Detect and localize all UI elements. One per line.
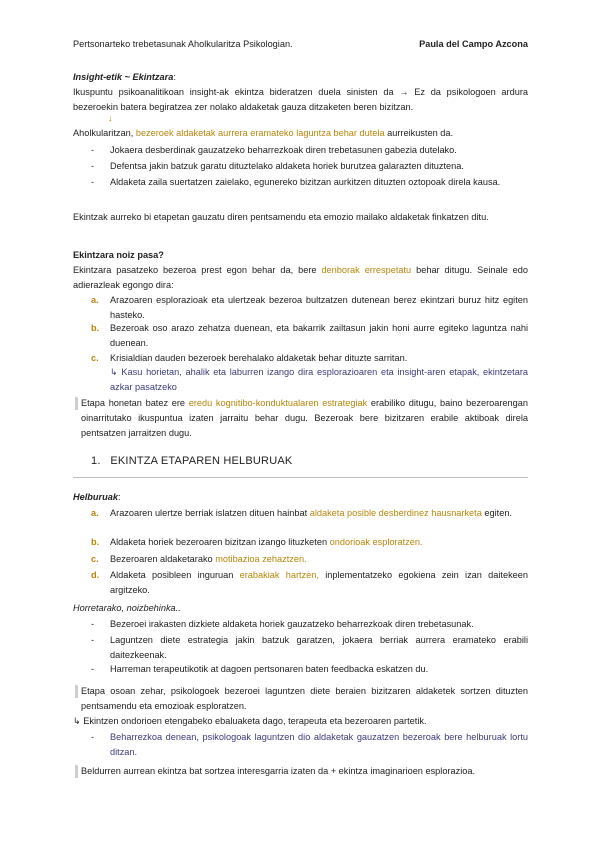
quote-bar — [75, 765, 78, 778]
list-item: Jokaera desberdinak gauzatzeko beharrezkoak diren trebetasunen gabezia dutelako. — [110, 145, 457, 155]
dash-bullet: - — [91, 619, 95, 629]
dash-bullet: - — [91, 635, 95, 645]
list-marker: a. — [91, 295, 99, 305]
list-marker: a. — [91, 508, 99, 518]
highlight-text: motibazioa zehaztzen. — [215, 554, 307, 564]
list-item: Bezeroak oso arazo zehatza duenean, eta bakarrik zailtasun jakin honi aurre egiteko laguntza nahi duenean. — [110, 323, 528, 348]
list-item: Aldaketa horiek bezeroaren bizitzan izango lituzketen ondorioak esploratzen. — [110, 537, 423, 547]
list-marker: b. — [91, 323, 100, 333]
heading-divider — [73, 477, 528, 478]
list-marker: d. — [91, 570, 100, 580]
list-item: Laguntzen diete estrategia jakin batzuk garatzen, jokaera berriak aurrera eramateko erabili daitezkeenak. — [110, 635, 528, 660]
horretarako-title: Horretarako, noizbehinka.. — [73, 603, 181, 613]
quote-bar — [75, 397, 78, 410]
quote-beldurren: Beldurren aurrean ekintza bat sortzea interesgarria izaten da + ekintza imaginarioen esplorazioa. — [81, 766, 476, 776]
list-item: Defentsa jakin batzuk garatu dituztelako aldaketa horiek burutzea galarazten dituztena. — [110, 161, 464, 171]
note-ebaluaketa: ↳ Ekintzen ondorioen etengabeko ebaluaketa dago, terapeuta eta bezeroaren partetik. — [73, 716, 427, 726]
highlight-text: denborak errespetatu — [321, 265, 412, 275]
section-insight-title: Insight-etik ~ Ekintzara: — [73, 72, 176, 82]
helburuak-title: Helburuak: — [73, 492, 121, 502]
header-title: Pertsonarteko trebetasunak Aholkularitza Psikologian. — [73, 39, 293, 49]
header-author: Paula del Campo Azcona — [419, 39, 528, 49]
dash-bullet: - — [91, 177, 95, 187]
quote-etapa-osoan: Etapa osoan zehar, psikologoek bezeroei laguntzen diete beraien bizitzaren aldaketek sortzen dituzten pentsamendu eta emozioak esploratzen. — [81, 686, 528, 711]
highlight-text: aldaketa posible desberdinez hausnarketa — [309, 508, 482, 518]
list-item: Arazoaren esplorazioak eta ulertzeak bezeroa bultzatzen dutenean berez ekintzari buruz hitz egiten hasteko. — [110, 295, 528, 320]
dash-bullet: - — [91, 732, 95, 742]
arrow-down-icon: ↓ — [108, 113, 113, 123]
list-item: Aldaketa posibleen inguruan erabakiak hartzen, inplementatzeko egokiena zein izan daitekeen argitzeko. — [110, 570, 528, 595]
list-item: Aldaketa zaila suertatzen zaielako, egunereko bizitzan aurkitzen dituzten oztopoak direla kausa. — [110, 177, 501, 187]
list-item: Bezeroaren aldaketarako motibazioa zehaztzen. — [110, 554, 307, 564]
list-marker: b. — [91, 537, 100, 547]
dash-bullet: - — [91, 145, 95, 155]
quote-etapa: Etapa honetan batez ere eredu kognitibo-konduktualaren estrategiak erabiliko ditugu, baino bezeroarengan oinarritutako ikuspuntua izaten jarraitu behar dugu. Bezeroak bere bizitzaren erabile aktiboak direla pentsatzen jarraitzen dugu. — [81, 398, 528, 438]
highlight-text: erabakiak hartzen, — [239, 570, 319, 580]
list-item: Beharrezkoa denean, psikologoak laguntzen dio aldaketak gauzatzen bezeroak bere helburuak lortu ditzan. — [110, 732, 528, 757]
note-kasu: ↳ Kasu horietan, ahalik eta laburren izango dira esplorazioaren eta insight-aren etapak, ekintzetara azkar pasatzeko — [110, 367, 528, 392]
list-item: Harreman terapeutikotik at dagoen pertsonaren baten feedbacka eskatzen du. — [110, 664, 429, 674]
highlight-text: ondorioak esploratzen. — [329, 537, 423, 547]
list-marker: c. — [91, 353, 99, 363]
paragraph-insight: Ikuspuntu psikoanalitikoan insight-ak ekintza bideratzen duela sinisten da → Ez da psikologoen ardura bezeroekin batera begiratzea zer nolako aldaketak gauza ditzaketen beren bizitzan. — [73, 87, 528, 112]
list-item: Bezeroei irakasten dizkiete aldaketa horiek gauzatzeko beharrezkoak diren trebetasunak. — [110, 619, 474, 629]
highlight-text: bezeroek aldaketak aurrera eramateko laguntza behar dutela — [135, 128, 385, 138]
paragraph-aholkularitza: Aholkularitzan, bezeroek aldaketak aurrera eramateko laguntza behar dutela aurreikusten da. — [73, 128, 453, 138]
list-item: Arazoaren ulertze berriak islatzen dituen hainbat aldaketa posible desberdinez hausnarketa egiten. — [110, 508, 512, 518]
dash-bullet: - — [91, 664, 95, 674]
paragraph-ekintzak: Ekintzak aurreko bi etapetan gauzatu diren pentsamendu eta emozio mailako aldaketak finkatzen ditu. — [73, 212, 489, 222]
highlight-text: eredu kognitibo-konduktualaren estrategiak — [188, 398, 368, 408]
quote-bar — [75, 685, 78, 698]
paragraph-noiz: Ekintzara pasatzeko bezeroa prest egon behar da, bere denborak errespetatu behar ditugu. Seinale edo adierazleak egongo dira: — [73, 265, 528, 290]
list-marker: c. — [91, 554, 99, 564]
dash-bullet: - — [91, 161, 95, 171]
section-noiz-title: Ekintzara noiz pasa? — [73, 250, 164, 260]
section-heading: 1. EKINTZA ETAPAREN HELBURUAK — [91, 455, 293, 467]
list-item: Krisialdian dauden bezeroek berehalako aldaketak behar dituzte sarritan. — [110, 353, 408, 363]
